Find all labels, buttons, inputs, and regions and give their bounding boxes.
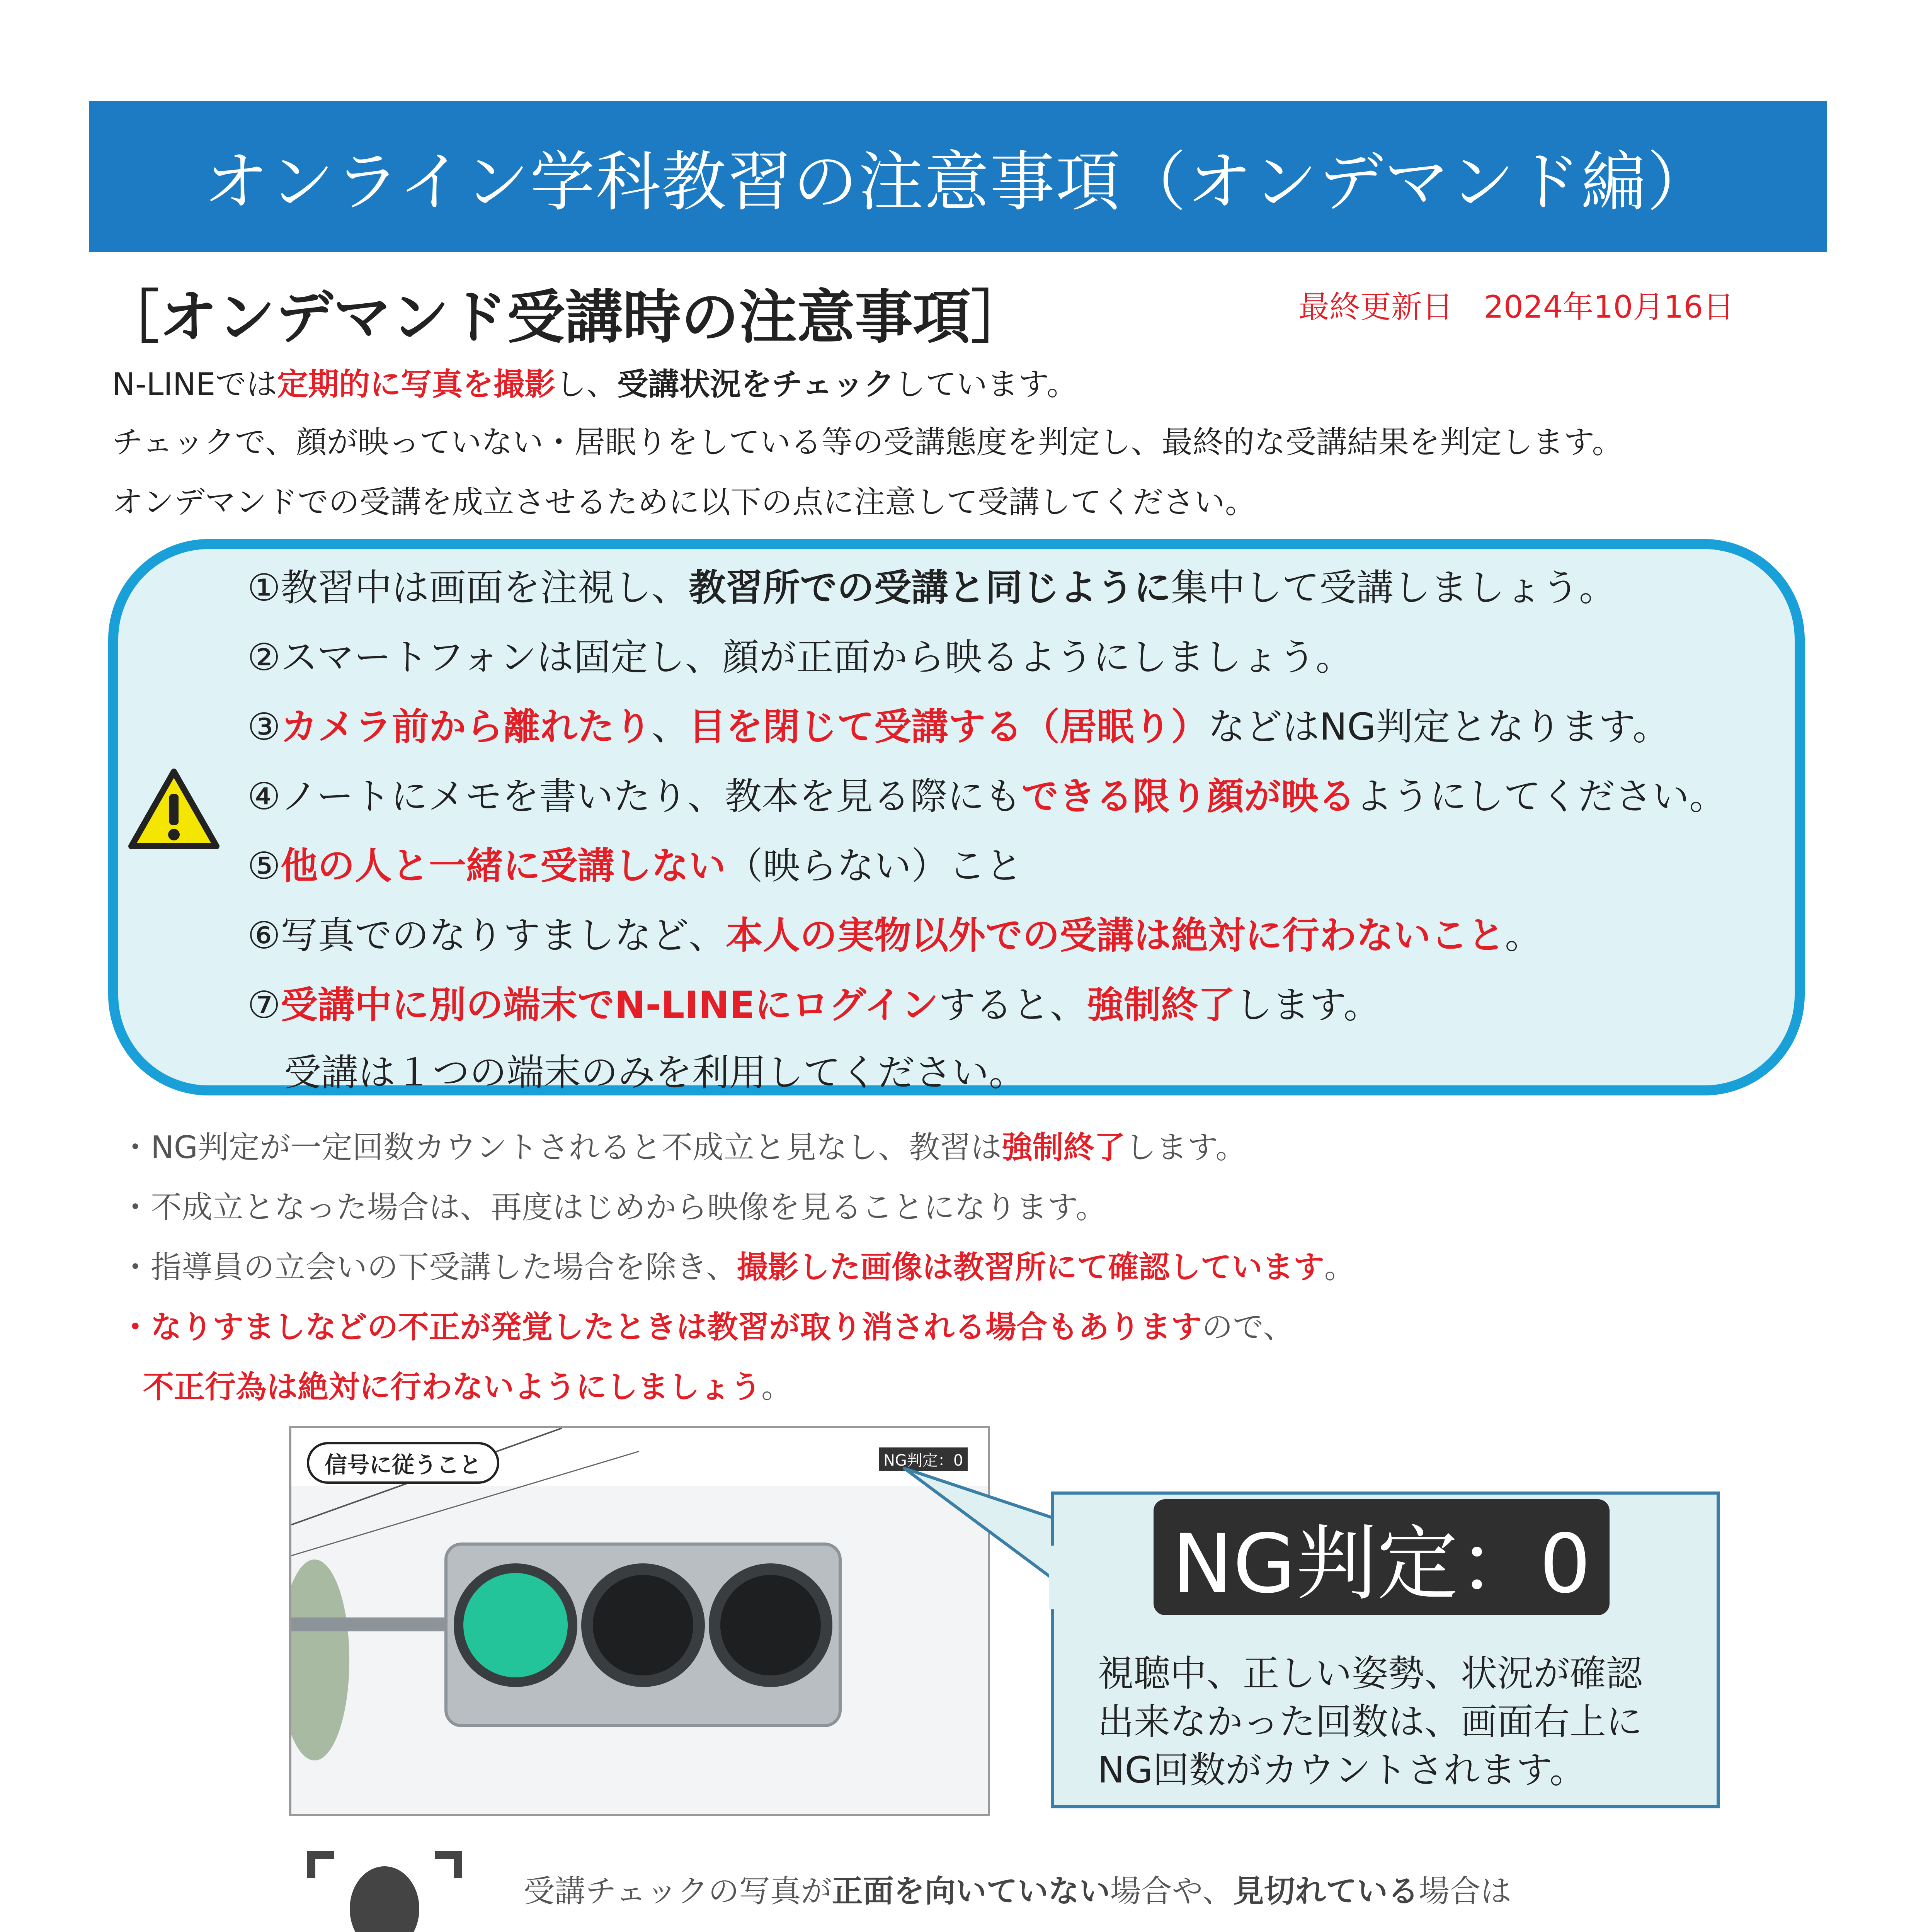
last-updated-date: 最終更新日 2024年10月16日 <box>1298 289 1734 325</box>
note-5: 不正行為は絶対に行わないようにしましょう。 <box>143 1369 792 1405</box>
warning-icon <box>128 767 220 852</box>
note-4: ・なりすましなどの不正が発覚したときは教習が取り消される場合もありますので、 <box>120 1309 1294 1345</box>
rule-8: 受講は１つの端末のみを利用してください。 <box>284 1051 1026 1094</box>
note-2: ・不成立となった場合は、再度はじめから映像を見ることになります。 <box>120 1189 1107 1225</box>
rule-1: ①教習中は画面を注視し、教習所での受講と同じように集中して受講しましょう。 <box>247 566 1617 609</box>
bubble-line-1: 視聴中、正しい姿勢、状況が確認 <box>1098 1653 1643 1695</box>
video-caption-label: 信号に従うこと <box>307 1442 499 1484</box>
note-1: ・NG判定が一定回数カウントされると不成立と見なし、教習は強制終了します。 <box>120 1129 1247 1165</box>
bubble-line-3: NG回数がカウントされます。 <box>1098 1749 1586 1791</box>
bubble-line-2: 出来なかった回数は、画面右上に <box>1098 1701 1643 1743</box>
tip-1-line-1: 受講チェックの写真が正面を向いていない場合や、見切れている場合は <box>524 1873 1512 1909</box>
note-3: ・指導員の立会いの下受講した場合を除き、撮影した画像は教習所にて確認しています。 <box>120 1249 1355 1285</box>
rule-6: ⑥写真でのなりすましなど、本人の実物以外での受講は絶対に行わないこと。 <box>247 914 1542 957</box>
rule-7: ⑦受講中に別の端末でN-LINEにログインすると、強制終了します。 <box>247 983 1381 1027</box>
tip-1-line-2 <box>524 1928 815 1932</box>
rule-2: ②スマートフォンは固定し、顔が正面から映るようにしましょう。 <box>247 636 1353 679</box>
intro-line-3: オンデマンドでの受講を成立させるために以下の点に注意して受講してください。 <box>112 484 1256 520</box>
ng-counter-badge: NG判定：0 <box>1154 1499 1610 1615</box>
intro-line-2: チェックで、顔が映っていない・居眠りをしている等の受講態度を判定し、最終的な受講結果を判定します。 <box>112 424 1623 460</box>
rule-4: ④ノートにメモを書いたり、教本を見る際にもできる限り顔が映るようにしてください。 <box>247 775 1727 818</box>
ng-counter-small: NG判定：0 <box>879 1447 968 1471</box>
rule-5: ⑤他の人と一緒に受講しない（映らない）こと <box>247 844 1023 888</box>
section-title: ［オンデマンド受講時の注意事項］ <box>101 284 1029 351</box>
rule-3: ③カメラ前から離れたり、目を閉じて受講する（居眠り）などはNG判定となります。 <box>247 705 1670 748</box>
intro-line-1: N-LINEでは定期的に写真を撮影し、受講状況をチェックしています。 <box>112 366 1078 402</box>
traffic-light-image <box>291 1428 988 1814</box>
page-title: オンライン学科教習の注意事項（オンデマンド編） <box>89 101 1827 252</box>
video-screenshot <box>289 1426 990 1816</box>
face-frame-icon <box>307 1851 462 1932</box>
